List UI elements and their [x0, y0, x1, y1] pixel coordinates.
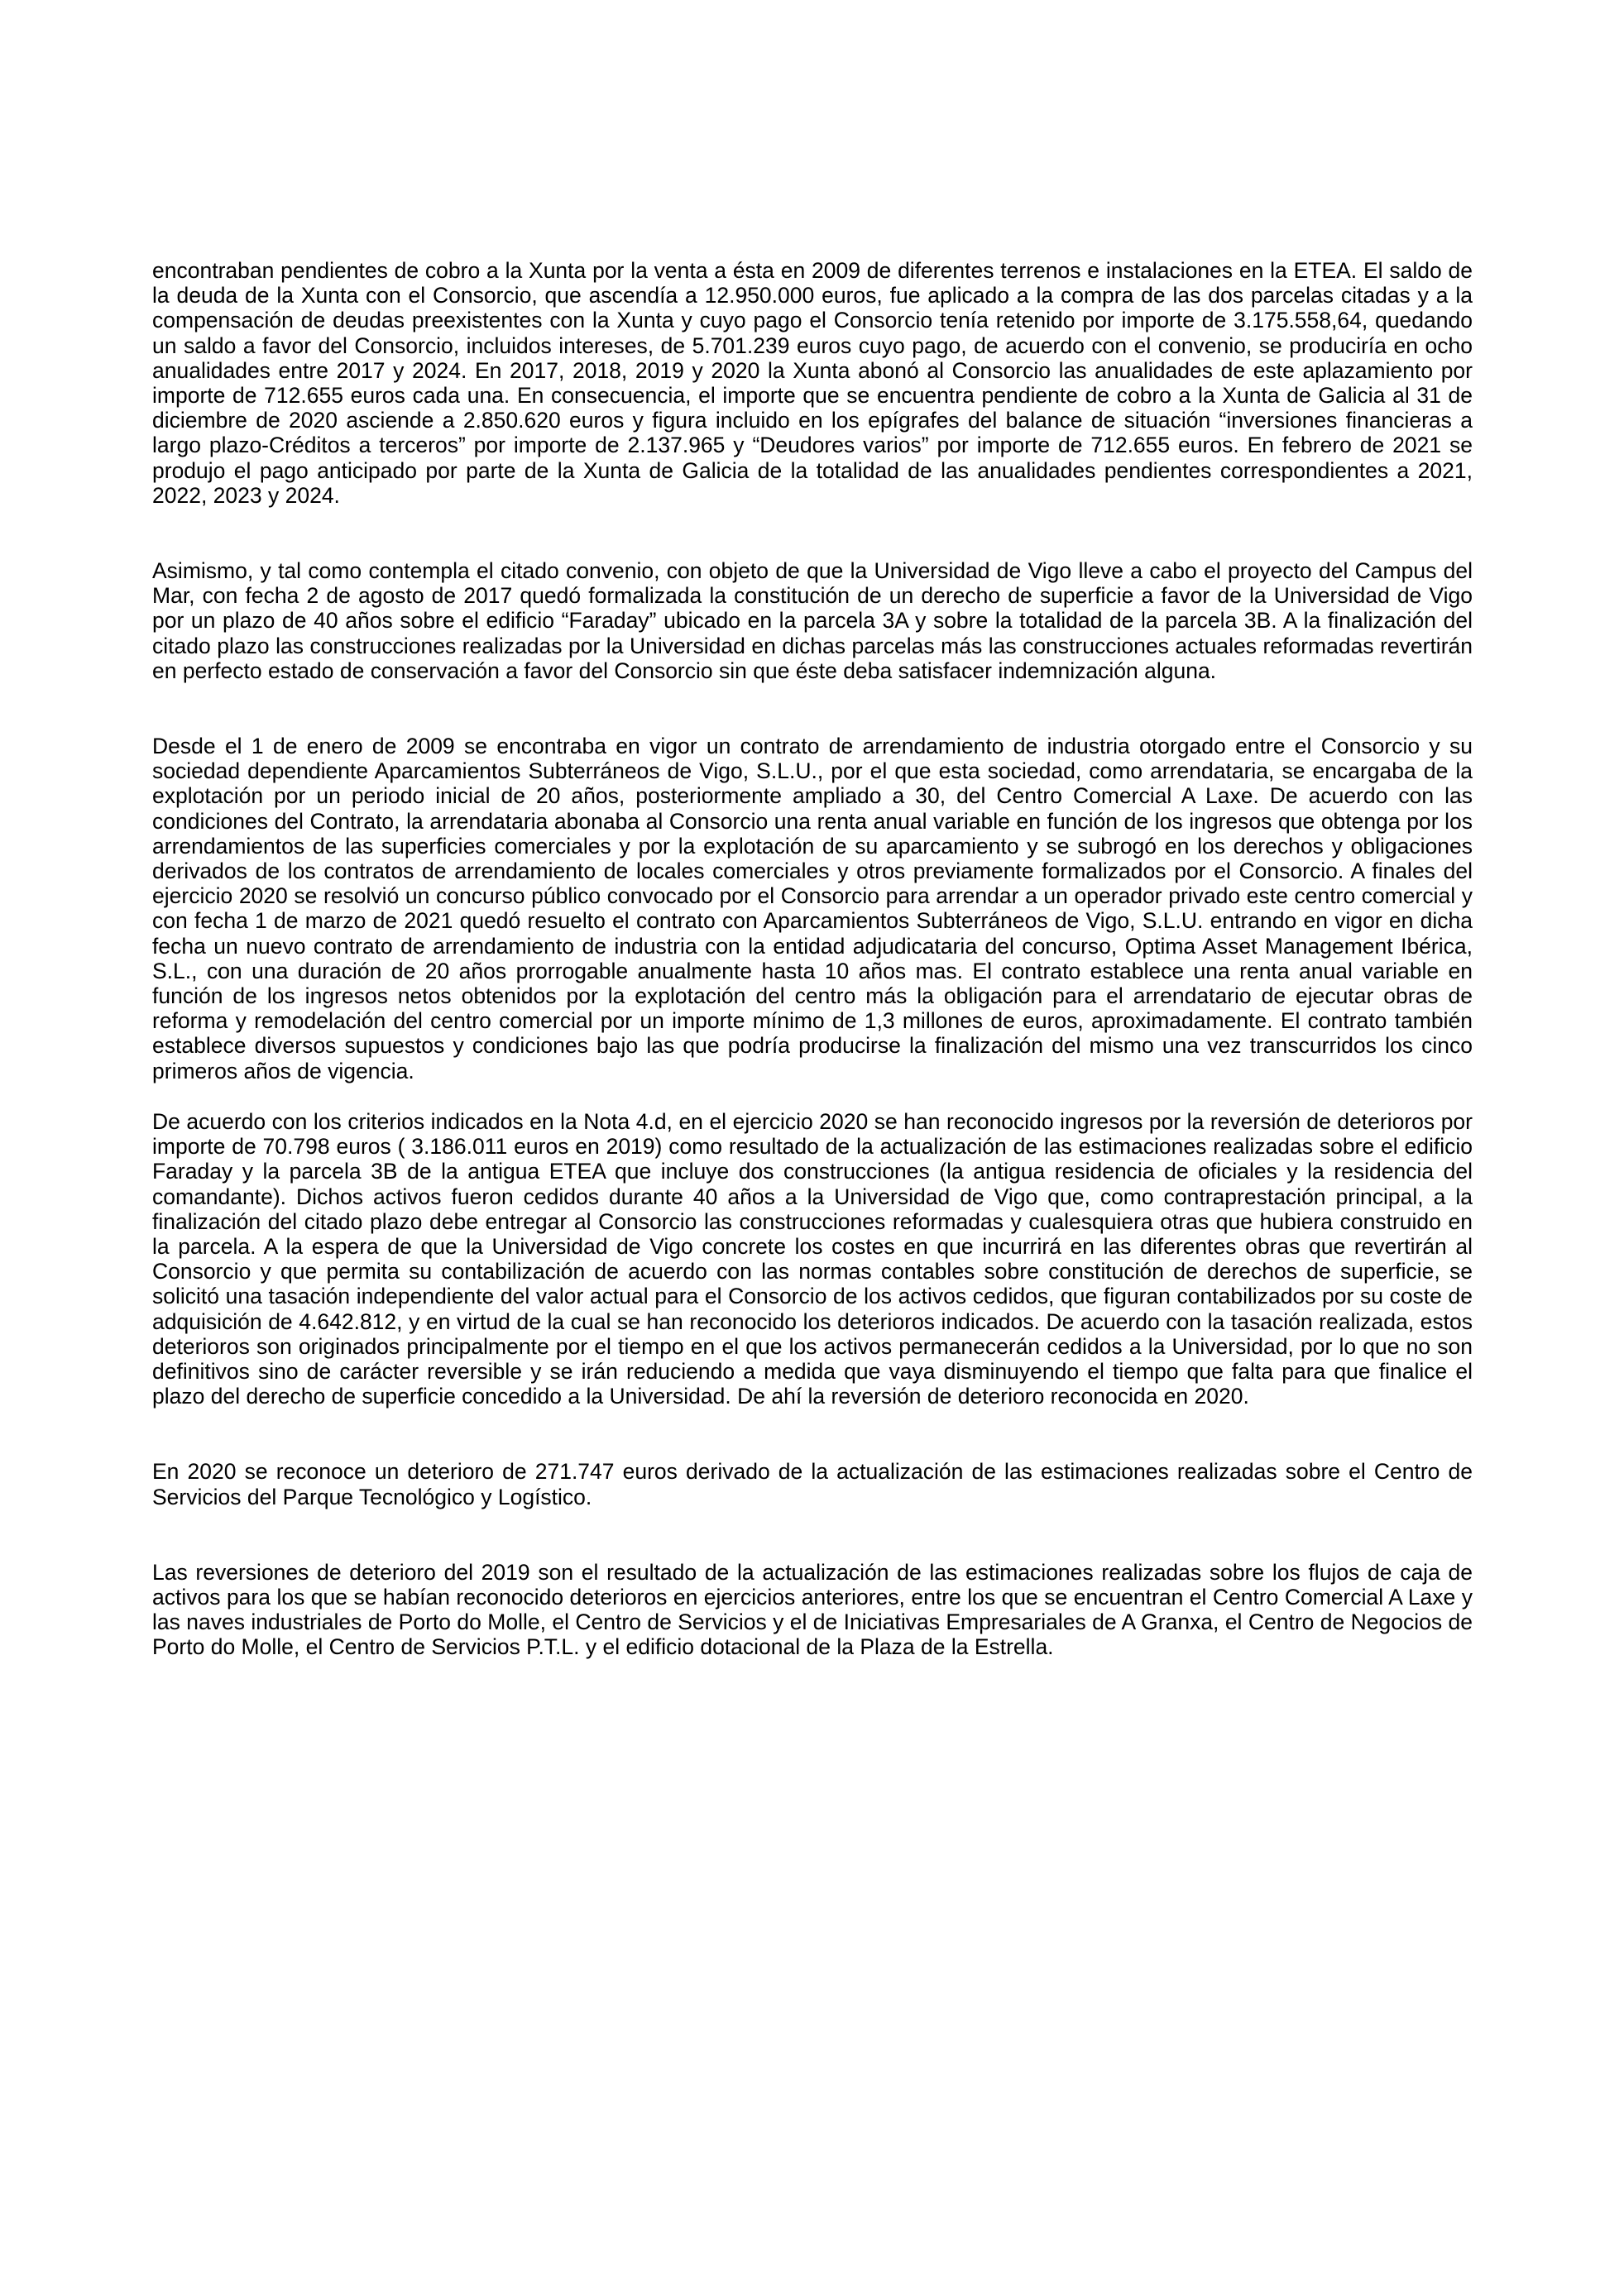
paragraph-deterioro-2020: En 2020 se reconoce un deterioro de 271.747 euros derivado de la actualización de las estimaciones realizadas sobre el Centro de Servicios del Parque Tecnológico y Logístico.	[152, 1459, 1473, 1509]
paragraph-reversiones-2019: Las reversiones de deterioro del 2019 son el resultado de la actualización de las estimaciones realizadas sobre los flujos de caja de activos para los que se habían reconocido deterioros en ejercicios anteriores, entre los que se encuentran el Centro Comercial A Laxe y las naves industriales de Porto do Molle, el Centro de Servicios y el de Iniciativas Empresariales de A Granxa, el Centro de Negocios de Porto do Molle, el Centro de Servicios P.T.L. y el edificio dotacional de la Plaza de la Estrella.	[152, 1559, 1473, 1660]
paragraph-derecho-superficie: Asimismo, y tal como contempla el citado convenio, con objeto de que la Universidad de Vigo lleve a cabo el proyecto del Campus del Mar, con fecha 2 de agosto de 2017 quedó formalizada la constitución de un derecho de superficie a favor de la Universidad de Vigo por un plazo de 40 años sobre el edificio “Faraday” ubicado en la parcela 3A y sobre la totalidad de la parcela 3B. A la finalización del citado plazo las construcciones realizadas por la Universidad en dichas parcelas más las construcciones actuales reformadas revertirán en perfecto estado de conservación a favor del Consorcio sin que éste deba satisfacer indemnización alguna.	[152, 558, 1473, 683]
paragraph-arrendamiento-industria: Desde el 1 de enero de 2009 se encontraba en vigor un contrato de arrendamiento de industria otorgado entre el Consorcio y su sociedad dependiente Aparcamientos Subterráneos de Vigo, S.L.U., por el que esta sociedad, como arrendataria, se encargaba de la explotación por un periodo inicial de 20 años, posteriormente ampliado a 30, del Centro Comercial A Laxe. De acuerdo con las condiciones del Contrato, la arrendataria abonaba al Consorcio una renta anual variable en función de los ingresos que obtenga por los arrendamientos de las superficies comerciales y por la explotación de su aparcamiento y se subrogó en los derechos y obligaciones derivados de los contratos de arrendamiento de locales comerciales y otros previamente formalizados por el Consorcio. A finales del ejercicio 2020 se resolvió un concurso público convocado por el Consorcio para arrendar a un operador privado este centro comercial y con fecha 1 de marzo de 2021 quedó resuelto el contrato con Aparcamientos Subterráneos de Vigo, S.L.U. entrando en vigor en dicha fecha un nuevo contrato de arrendamiento de industria con la entidad adjudicataria del concurso, Optima Asset Management Ibérica, S.L., con una duración de 20 años prorrogable anualmente hasta 10 años mas. El contrato establece una renta anual variable en función de los ingresos netos obtenidos por la explotación del centro más la obligación para el arrendatario de ejecutar obras de reforma y remodelación del centro comercial por un importe mínimo de 1,3 millones de euros, aproximadamente. El contrato también establece diversos supuestos y condiciones bajo las que podría producirse la finalización del mismo una vez transcurridos los cinco primeros años de vigencia.	[152, 734, 1473, 1083]
paragraph-reversion-deterioros: De acuerdo con los criterios indicados en la Nota 4.d, en el ejercicio 2020 se han reconocido ingresos por la reversión de deterioros por importe de 70.798 euros ( 3.186.011 euros en 2019) como resultado de la actualización de las estimaciones realizadas sobre el edificio Faraday y la parcela 3B de la antigua ETEA que incluye dos construcciones (la antigua residencia de oficiales y la residencia del comandante). Dichos activos fueron cedidos durante 40 años a la Universidad de Vigo que, como contraprestación principal, a la finalización del citado plazo debe entregar al Consorcio las construcciones reformadas y cualesquiera otras que hubiera construido en la parcela. A la espera de que la Universidad de Vigo concrete los costes en que incurrirá en las diferentes obras que revertirán al Consorcio y que permita su contabilización de acuerdo con las normas contables sobre constitución de derechos de superficie, se solicitó una tasación independiente del valor actual para el Consorcio de los activos cedidos, que figuran contabilizados por su coste de adquisición de 4.642.812, y en virtud de la cual se han reconocido los deterioros indicados. De acuerdo con la tasación realizada, estos deterioros son originados principalmente por el tiempo en el que los activos permanecerán cedidos a la Universidad, por lo que no son definitivos sino de carácter reversible y se irán reduciendo a medida que vaya disminuyendo el tiempo que falta para que finalice el plazo del derecho de superficie concedido a la Universidad. De ahí la reversión de deterioro reconocida en 2020.	[152, 1108, 1473, 1409]
document-page	[152, 258, 1473, 1660]
paragraph-xunta-debt: encontraban pendientes de cobro a la Xunta por la venta a ésta en 2009 de diferentes terrenos e instalaciones en la ETEA. El saldo de la deuda de la Xunta con el Consorcio, que ascendía a 12.950.000 euros, fue aplicado a la compra de las dos parcelas citadas y a la compensación de deudas preexistentes con la Xunta y cuyo pago el Consorcio tenía retenido por importe de 3.175.558,64, quedando un saldo a favor del Consorcio, incluidos intereses, de 5.701.239 euros cuyo pago, de acuerdo con el convenio, se produciría en ocho anualidades entre 2017 y 2024. En 2017, 2018, 2019 y 2020 la Xunta abonó al Consorcio las anualidades de este aplazamiento por importe de 712.655 euros cada una. En consecuencia, el importe que se encuentra pendiente de cobro a la Xunta de Galicia al 31 de diciembre de 2020 asciende a 2.850.620 euros y figura incluido en los epígrafes del balance de situación “inversiones financieras a largo plazo-Créditos a terceros” por importe de 2.137.965 y “Deudores varios” por importe de 712.655 euros. En febrero de 2021 se produjo el pago anticipado por parte de la Xunta de Galicia de la totalidad de las anualidades pendientes correspondientes a 2021, 2022, 2023 y 2024.	[152, 258, 1473, 508]
